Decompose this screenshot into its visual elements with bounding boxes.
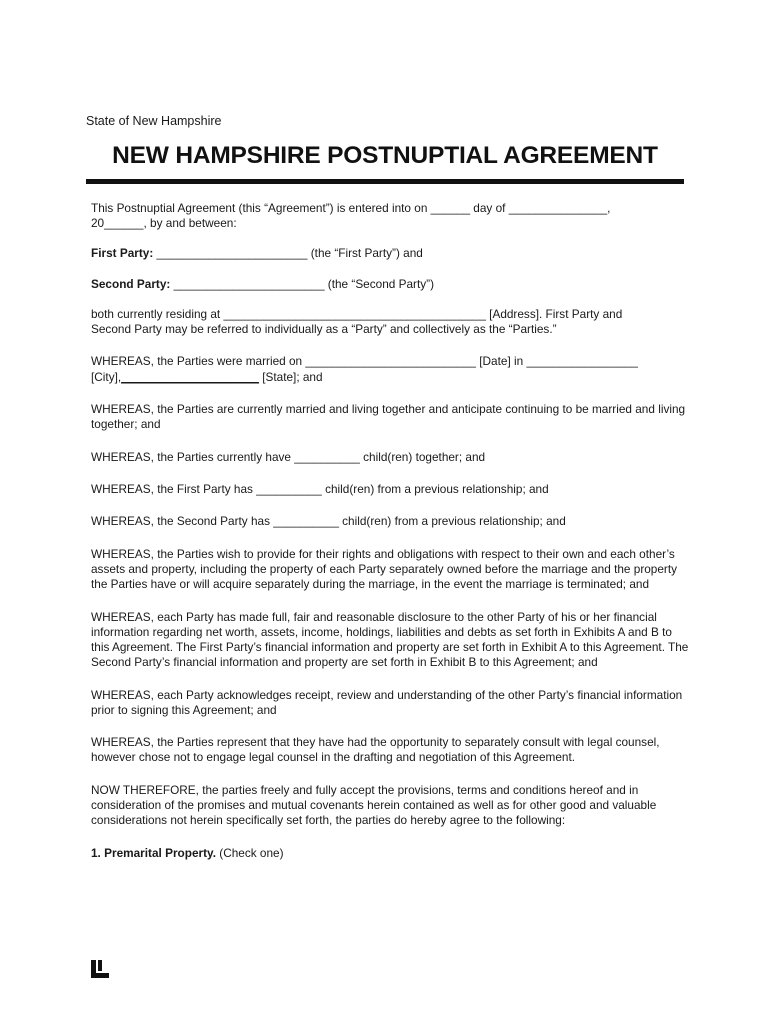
married-line-1: WHEREAS, the Parties were married on __________________________ [Date] in _________________ — [91, 354, 638, 369]
section-1-title: 1. Premarital Property. — [91, 845, 217, 860]
married-state-blank: _____________________ — [121, 369, 259, 384]
residing-line-2: Second Party may be referred to individually as a “Party” and collectively as the “Parties.” — [91, 322, 557, 337]
residing-paragraph — [91, 307, 691, 337]
whereas-acknowledges: WHEREAS, each Party acknowledges receipt, review and understanding of the other Party’s financial information prior to signing this Agreement; and — [91, 687, 683, 717]
intro-line-1: This Postnuptial Agreement (this “Agreement”) is entered into on ______ day of _______________, — [91, 201, 611, 215]
title-rule — [86, 179, 684, 184]
residing-line-1: both currently residing at ________________________________________ [Address]. First Party and — [91, 306, 623, 321]
document-body — [91, 201, 691, 878]
now-therefore-paragraph: NOW THEREFORE, the parties freely and fully accept the provisions, terms and conditions hereof and in consideration of the promises and mutual covenants herein contained as well as for other good and valuable considerations not herein specifically set forth, the parties do hereby agree to the following: — [91, 782, 657, 828]
legal-templates-logo-icon — [91, 960, 109, 978]
second-party-label: Second Party: — [91, 276, 171, 291]
whereas-first-party-children: WHEREAS, the First Party has __________ child(ren) from a previous relationship; and — [91, 481, 549, 496]
married-paragraph — [91, 354, 691, 384]
married-state: [State]; and — [258, 369, 323, 384]
whereas-living-together: WHEREAS, the Parties are currently married and living together and anticipate continuing to be married and living together; and — [91, 402, 686, 432]
second-party-line — [91, 277, 691, 292]
document-title: NEW HAMPSHIRE POSTNUPTIAL AGREEMENT — [112, 142, 658, 169]
whereas-disclosure: WHEREAS, each Party has made full, fair and reasonable disclosure to the other Party of his or her financial information regarding net worth, assets, income, holdings, liabilities and debts as set forth in Exhibits A and B to this Agreement. The First Party’s financial information and property are set forth in Exhibit A to this Agreement. The Second Party’s financial information and property are set forth in Exhibit B to this Agreement; and — [91, 609, 689, 670]
married-city: [City], — [91, 369, 122, 384]
whereas-rights-obligations: WHEREAS, the Parties wish to provide for their rights and obligations with respect to their own and each other’s assets and property, including the property of each Party separately owned before the marriage and the property the Parties have or will acquire separately during the marriage, in the event the marriage is terminated; and — [91, 546, 678, 592]
intro-paragraph — [91, 201, 691, 231]
whereas-second-party-children: WHEREAS, the Second Party has __________ child(ren) from a previous relationship; and — [91, 514, 566, 529]
whereas-children-together: WHEREAS, the Parties currently have __________ child(ren) together; and — [91, 449, 486, 464]
first-party-line — [91, 246, 691, 261]
first-party-label: First Party: — [91, 246, 154, 261]
whereas-legal-counsel: WHEREAS, the Parties represent that they have had the opportunity to separately consult with legal counsel, however chose not to engage legal counsel in the drafting and negotiation of this Agreement. — [91, 735, 660, 765]
first-party-blank: _______________________ (the “First Party”) and — [153, 246, 423, 261]
intro-line-2: 20______, by and between: — [91, 216, 237, 231]
state-label: State of New Hampshire — [86, 114, 222, 128]
section-1-heading — [91, 846, 691, 861]
second-party-blank: _______________________ (the “Second Party”) — [170, 276, 434, 291]
section-1-note: (Check one) — [216, 845, 284, 860]
